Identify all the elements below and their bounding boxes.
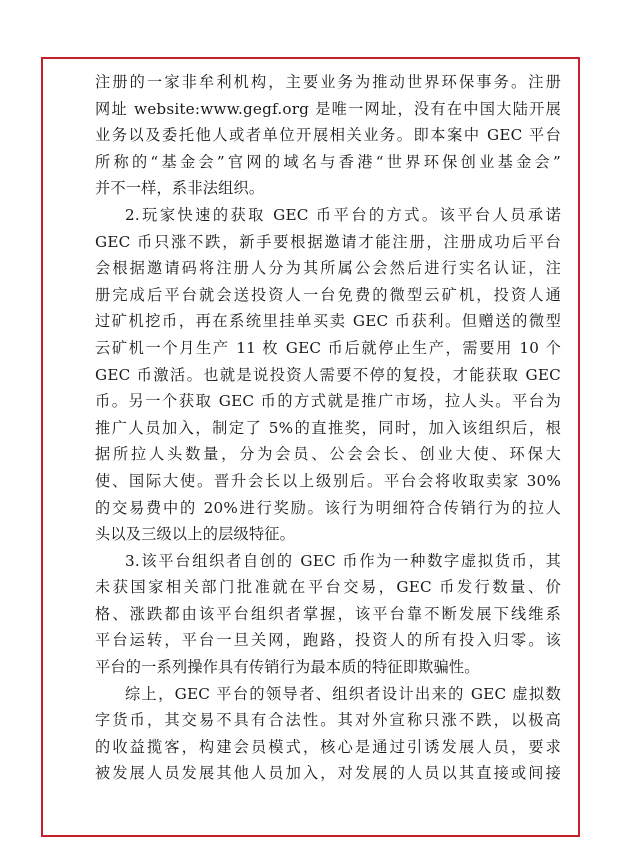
document-text-line: 3.该平台组织者自创的 GEC 币作为一种数字虚拟货币，其 — [125, 551, 561, 570]
document-text-line: 网址 website:www.gegf.org 是唯一网址，没有在中国大陆开展 — [95, 99, 561, 118]
document-text-line: 云矿机一个月生产 11 枚 GEC 币后就停止生产，需要用 10 个 — [95, 338, 561, 357]
document-text-line: 2.玩家快速的获取 GEC 币平台的方式。该平台人员承诺 — [125, 205, 561, 224]
document-text-line: 并不一样，系非法组织。 — [95, 179, 265, 198]
document-text-line: GEC 币激活。也就是说投资人需要不停的复投，才能获取 GEC — [95, 365, 561, 384]
document-text-line: 所称的“基金会”官网的域名与香港“世界环保创业基金会” — [95, 152, 561, 171]
document-text-line: 平台运转，平台一旦关网，跑路，投资人的所有投入归零。该 — [95, 631, 561, 650]
document-body — [95, 69, 561, 787]
document-text-line: 注册的一家非牟利机构，主要业务为推动世界环保事务。注册 — [95, 73, 561, 91]
document-text-line: 币。另一个获取 GEC 币的方式就是推广市场，拉人头。平台为 — [95, 392, 561, 411]
document-text-line: 会根据邀请码将注册人分为其所属公会然后进行实名认证，注 — [95, 259, 561, 278]
document-text-line: GEC 币只涨不跌，新手要根据邀请才能注册，注册成功后平台 — [95, 232, 561, 251]
document-frame — [41, 57, 580, 837]
document-text-line: 头以及三级以上的层级特征。 — [95, 525, 296, 544]
document-text-line: 业务以及委托他人或者单位开展相关业务。即本案中 GEC 平台 — [95, 126, 561, 145]
document-text-line: 使、国际大使。晋升会长以上级别后。平台会将收取卖家 30% — [95, 471, 561, 490]
document-text-line: 的交易费中的 20%进行奖励。该行为明细符合传销行为的拉人 — [95, 498, 561, 517]
document-text-line: 据所拉人头数量，分为会员、公会会长、创业大使、环保大 — [95, 445, 561, 464]
document-text-line: 被发展人员发展其他人员加入，对发展的人员以其直接或间接 — [95, 764, 561, 783]
document-text-line: 综上，GEC 平台的领导者、组织者设计出来的 GEC 虚拟数 — [125, 684, 561, 703]
document-text-line: 推广人员加入，制定了 5%的直推奖，同时，加入该组织后，根 — [95, 418, 561, 437]
document-text-line: 格、涨跌都由该平台组织者掌握，该平台靠不断发展下线维系 — [95, 604, 561, 623]
document-text-line: 的收益揽客，构建会员模式，核心是通过引诱发展人员，要求 — [95, 737, 561, 756]
document-text-line: 平台的一系列操作具有传销行为最本质的特征即欺骗性。 — [95, 658, 480, 677]
document-text-line: 册完成后平台就会送投资人一台免费的微型云矿机，投资人通 — [95, 285, 561, 304]
document-text-line: 过矿机挖币，再在系统里挂单买卖 GEC 币获利。但赠送的微型 — [95, 312, 561, 331]
document-text-line: 字货币，其交易不具有合法性。其对外宣称只涨不跌，以极高 — [95, 711, 561, 730]
document-text-line: 未获国家相关部门批准就在平台交易，GEC 币发行数量、价 — [95, 578, 561, 597]
